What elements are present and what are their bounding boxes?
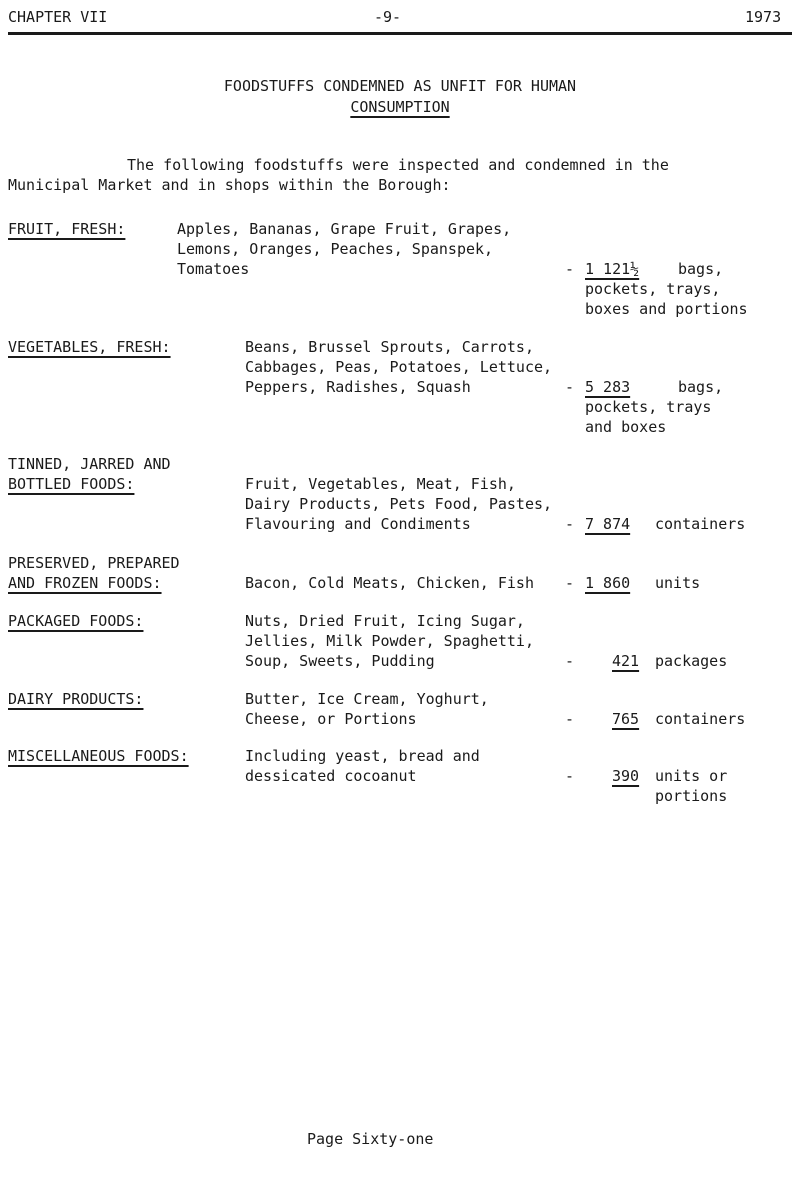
category-label: AND FROZEN FOODS: [8,574,162,592]
page-number: -9- [374,8,402,26]
dash: - [565,652,575,670]
category-label: BOTTLED FOODS: [8,475,135,493]
description-line: Including yeast, bread and [245,747,480,765]
description-line: Cabbages, Peas, Potatoes, Lettuce, [245,358,553,376]
unit-line: containers [655,515,746,533]
description-line: Soup, Sweets, Pudding [245,652,435,670]
category-label: TINNED, JARRED AND [8,455,171,473]
intro-line1: The following foodstuffs were inspected and condemned in the [127,156,669,174]
description-line: Lemons, Oranges, Peaches, Spanspek, [177,240,494,258]
dash: - [565,378,575,396]
description-line: Bacon, Cold Meats, Chicken, Fish [245,574,534,592]
dash: - [565,574,575,592]
unit-line: boxes and portions [585,300,748,318]
quantity: 390 [612,767,640,785]
unit-line: portions [655,787,728,805]
description-line: Fruit, Vegetables, Meat, Fish, [245,475,516,493]
unit-line: pockets, trays, [585,280,721,298]
unit-line: units or [655,767,728,785]
category-label: PRESERVED, PREPARED [8,554,180,572]
description-line: dessicated cocoanut [245,767,417,785]
quantity: 1 121½ [585,260,640,278]
quantity: 765 [612,710,640,728]
page-footer: Page Sixty-one [307,1130,434,1148]
header-rule [8,32,792,35]
unit-line: bags, [678,260,724,278]
description-line: Flavouring and Condiments [245,515,471,533]
year-label: 1973 [745,8,782,26]
unit-line: bags, [678,378,724,396]
category-label: MISCELLANEOUS FOODS: [8,747,189,765]
unit-line: units [655,574,701,592]
unit-line: containers [655,710,746,728]
description-line: Nuts, Dried Fruit, Icing Sugar, [245,612,525,630]
unit-line: packages [655,652,728,670]
intro-line2: Municipal Market and in shops within the Borough: [8,176,451,194]
description-line: Peppers, Radishes, Squash [245,378,471,396]
description-line: Butter, Ice Cream, Yoghurt, [245,690,489,708]
description-line: Dairy Products, Pets Food, Pastes, [245,495,553,513]
page-title-line1: FOODSTUFFS CONDEMNED AS UNFIT FOR HUMAN [223,77,577,95]
page-title-line2: CONSUMPTION [350,98,450,116]
category-label: DAIRY PRODUCTS: [8,690,144,708]
category-label: VEGETABLES, FRESH: [8,338,171,356]
dash: - [565,260,575,278]
dash: - [565,710,575,728]
description-line: Cheese, or Portions [245,710,417,728]
unit-line: and boxes [585,418,667,436]
description-line: Beans, Brussel Sprouts, Carrots, [245,338,534,356]
quantity: 5 283 [585,378,631,396]
category-label: PACKAGED FOODS: [8,612,144,630]
description-line: Tomatoes [177,260,250,278]
chapter-label: CHAPTER VII [8,8,108,26]
dash: - [565,767,575,785]
description-line: Apples, Bananas, Grape Fruit, Grapes, [177,220,512,238]
category-label: FRUIT, FRESH: [8,220,126,238]
dash: - [565,515,575,533]
quantity: 421 [612,652,640,670]
unit-line: pockets, trays [585,398,712,416]
description-line: Jellies, Milk Powder, Spaghetti, [245,632,534,650]
quantity: 1 860 [585,574,631,592]
quantity: 7 874 [585,515,631,533]
